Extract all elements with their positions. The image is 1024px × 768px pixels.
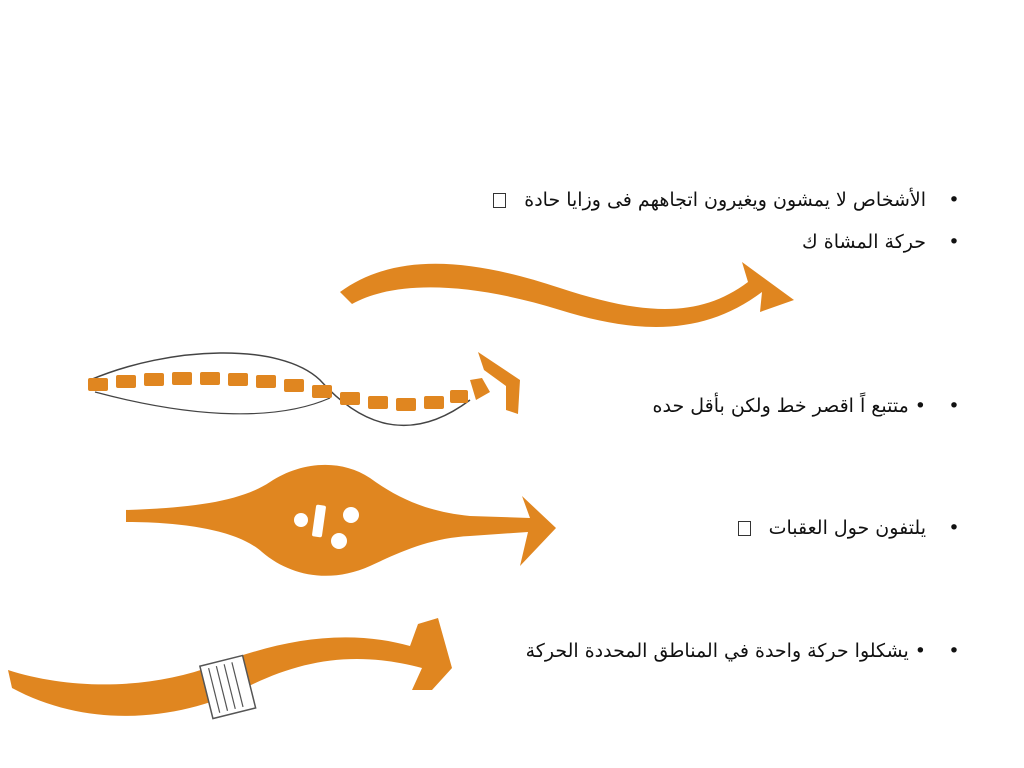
bullet-item xyxy=(364,394,964,420)
missing-glyph-icon xyxy=(493,193,506,208)
bullet-text-wrap xyxy=(738,516,926,540)
bullet-item xyxy=(364,230,964,256)
bullet-item xyxy=(364,639,964,665)
bullet-text-wrap xyxy=(653,394,926,418)
bullet-text: يشكلوا حركة واحدة في المناطق المحددة الحركة xyxy=(525,640,909,662)
inline-bullet-marker: • xyxy=(914,395,926,417)
bullet-marker: • xyxy=(948,231,960,253)
bullet-text-wrap xyxy=(493,188,926,212)
inline-bullet-marker: • xyxy=(914,640,926,662)
bullet-text: حركة المشاة ك xyxy=(802,231,926,253)
bullet-item xyxy=(364,188,964,214)
bullet-text: يلتفون حول العقبات xyxy=(768,517,926,539)
bullet-item xyxy=(364,516,964,542)
bullet-text: متتبع اً اقصر خط ولكن بأقل حده xyxy=(652,395,909,417)
bullet-marker: • xyxy=(948,517,960,539)
bullet-text: الأشخاص لا يمشون ويغيرون اتجاههم فى وزايا حادة xyxy=(524,189,926,211)
gate-arrow-icon xyxy=(8,618,452,719)
bullet-marker: • xyxy=(948,395,960,417)
bullet-marker: • xyxy=(948,640,960,662)
missing-glyph-icon xyxy=(738,521,751,536)
bullet-marker: • xyxy=(948,189,960,211)
bullet-text-wrap xyxy=(526,639,926,663)
wavy-arrow-icon xyxy=(340,262,794,327)
